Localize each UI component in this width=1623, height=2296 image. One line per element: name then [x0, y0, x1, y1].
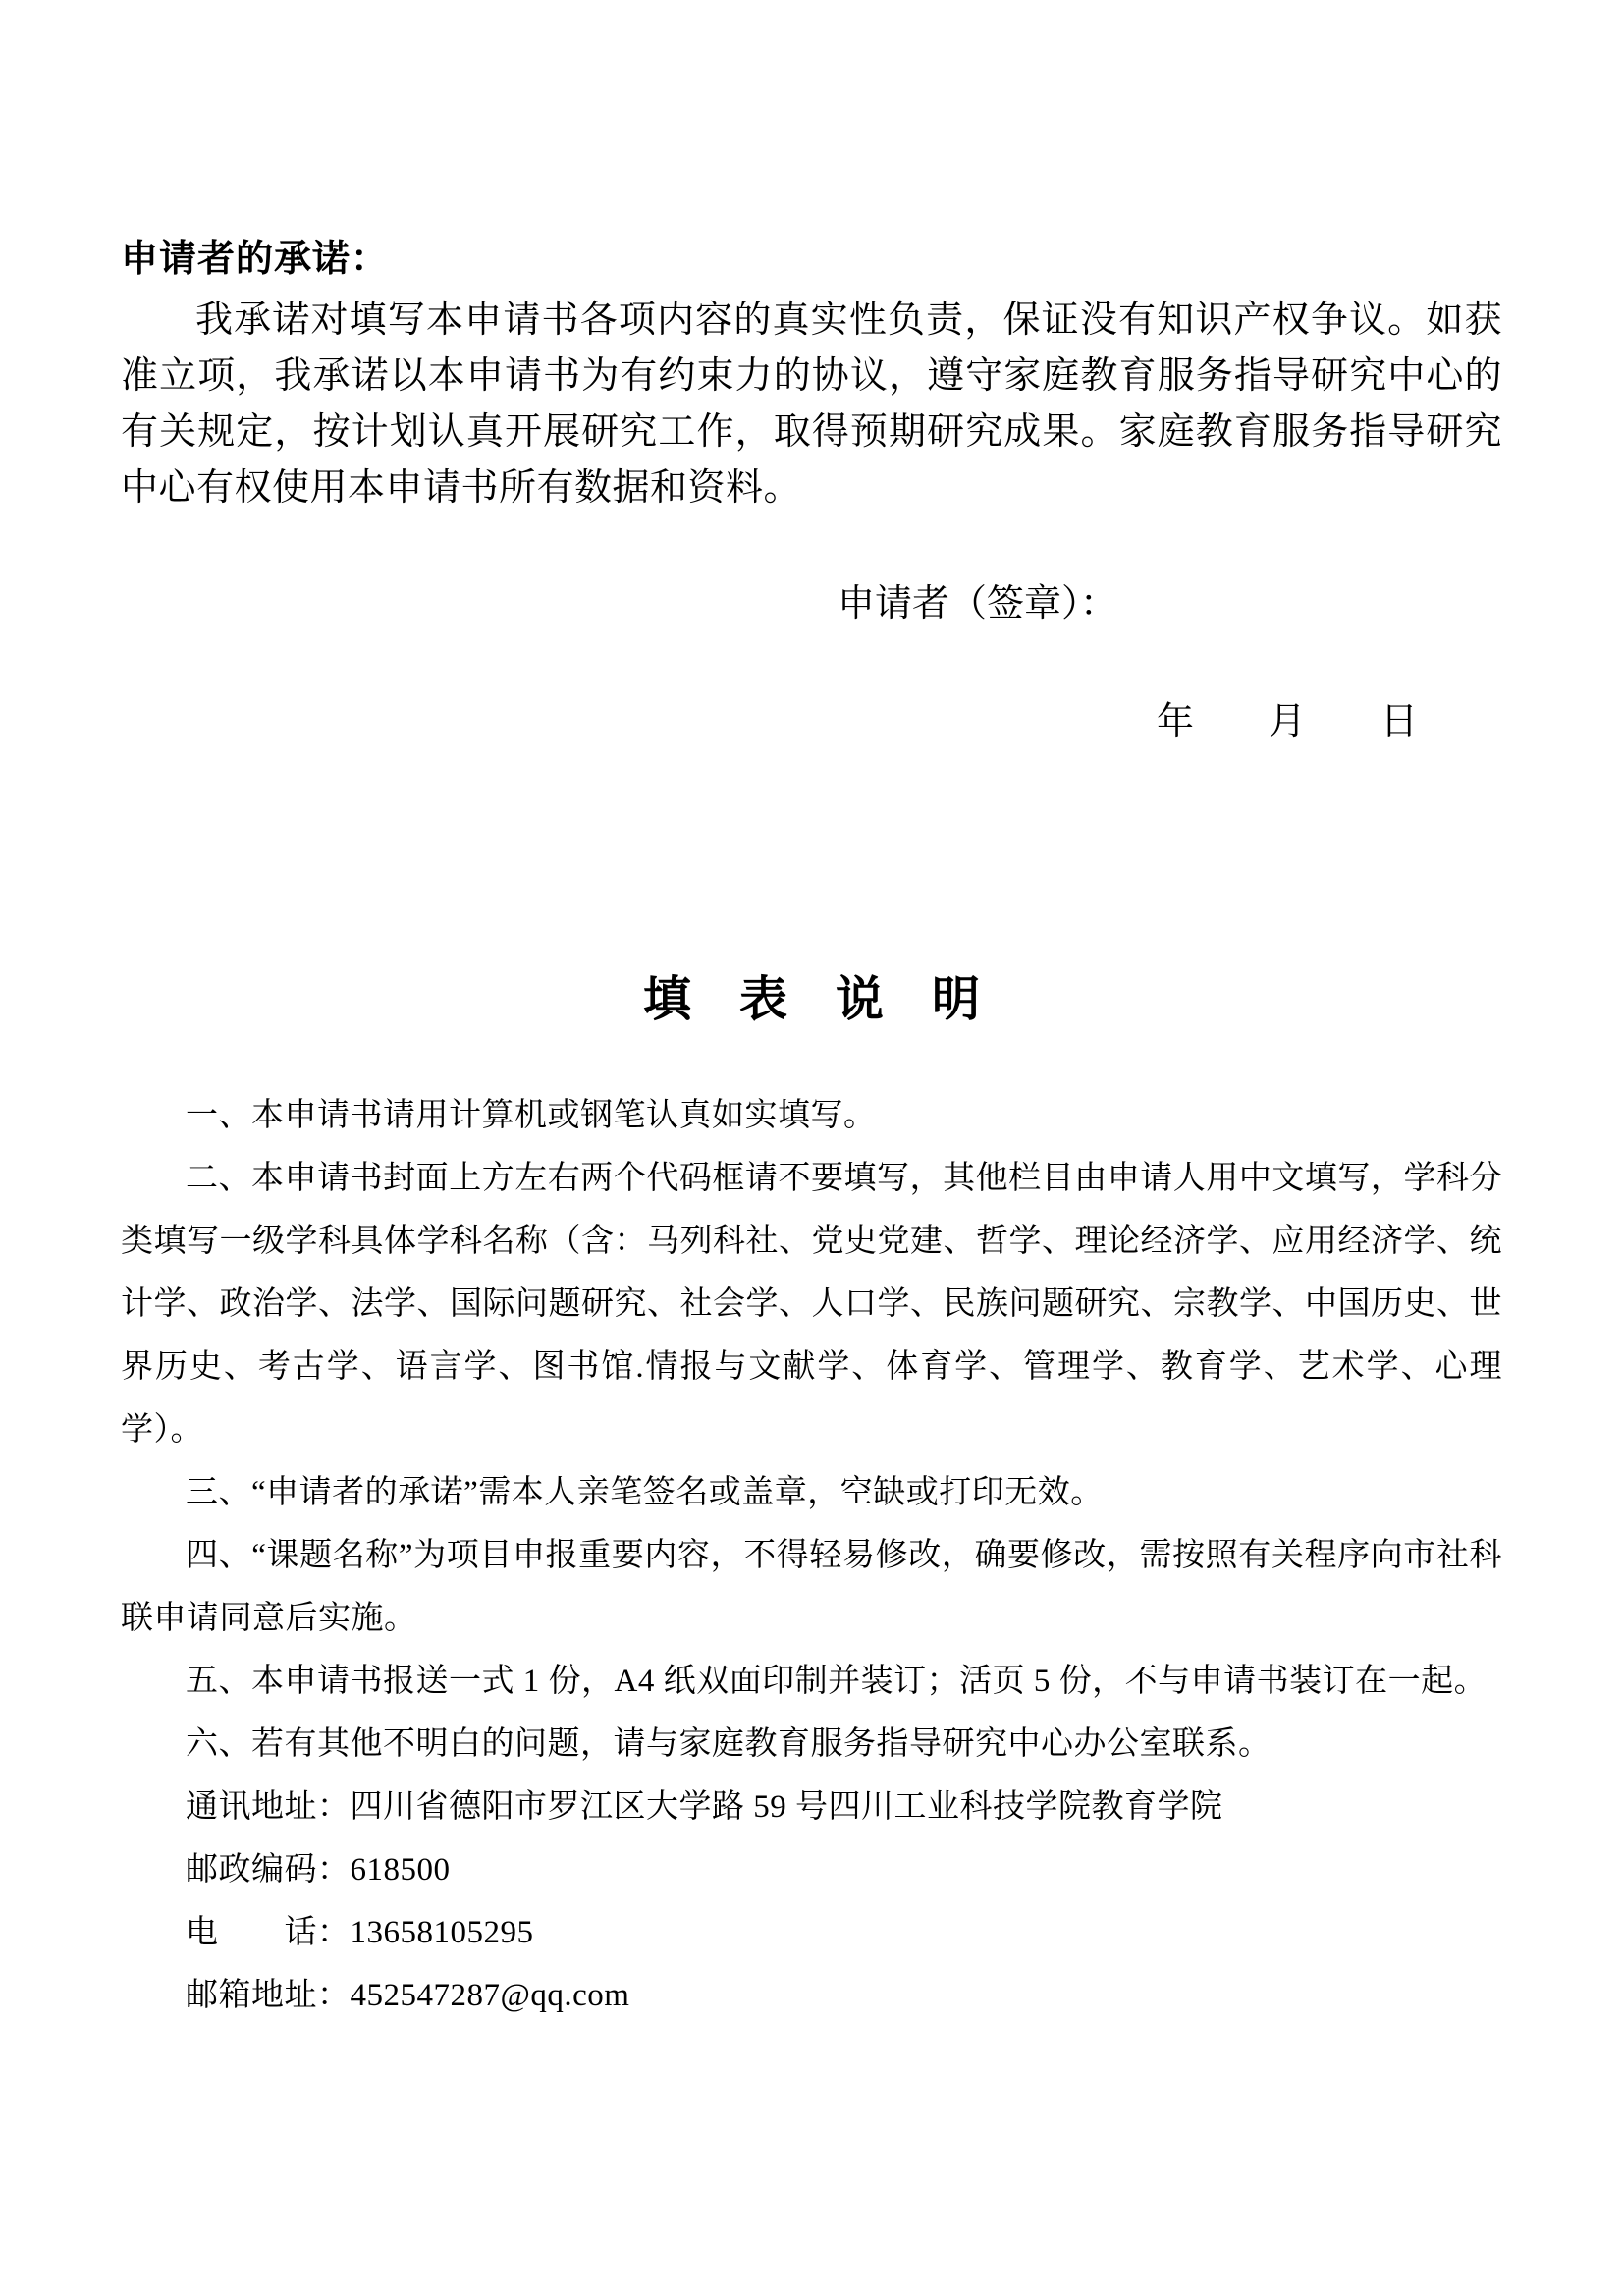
contact-email-value: 452547287@qq.com: [350, 1978, 630, 2013]
contact-address-value: 四川省德阳市罗江区大学路 59 号四川工业科技学院教育学院: [350, 1789, 1223, 1825]
instruction-item-5: 五、本申请书报送一式 1 份，A4 纸双面印制并装订；活页 5 份，不与申请书装订在一起。: [186, 1664, 1488, 1699]
contact-postcode-value: 618500: [350, 1852, 451, 1887]
form-instructions-title: 填 表 说 明: [642, 973, 980, 1026]
commitment-body-paragraph: 我承诺对填写本申请书各项内容的真实性负责，保证没有知识产权争议。如获准立项，我承诺以本申请书为有约束力的协议，遵守家庭教育服务指导研究中心的有关规定，按计划认真开展研究工作，取得预期研究成果。家庭教育服务指导研究中心有权使用本申请书所有数据和资料。: [121, 300, 1502, 509]
instruction-item-2: 二、本申请书封面上方左右两个代码框请不要填写，其他栏目由申请人用中文填写，学科分类填写一级学科具体学科名称（含：马列科社、党史党建、哲学、理论经济学、应用经济学、统计学、政治学、法学、国际问题研究、社会学、人口学、民族问题研究、宗教学、中国历史、世界历史、考古学、语言学、图书馆.情报与文献学、体育学、管理学、教育学、艺术学、心理学）。: [121, 1161, 1502, 1448]
commitment-heading: 申请者的承诺：: [121, 239, 390, 280]
contact-email-label: 邮箱地址：: [186, 1978, 351, 2013]
instruction-item-1: 一、本申请书请用计算机或钢笔认真如实填写。: [186, 1098, 877, 1133]
date-year-month-day-line: 年 月 日: [1157, 701, 1419, 742]
contact-line-phone: [121, 1901, 1502, 1964]
contact-line-address: [121, 1776, 1502, 1838]
contact-phone-value: 13658105295: [350, 1915, 534, 1950]
contact-line-email: [121, 1964, 1502, 2027]
contact-address-label: 通讯地址：: [186, 1789, 351, 1825]
contact-phone-label: 电 话：: [186, 1915, 351, 1950]
contact-postcode-label: 邮政编码：: [186, 1852, 351, 1887]
applicant-signature-label: 申请者（签章）：: [838, 583, 1118, 625]
instructions-section: [121, 1084, 1502, 2027]
instruction-item-3: 三、“申请者的承诺”需本人亲笔签名或盖章，空缺或打印无效。: [186, 1475, 1104, 1510]
contact-line-postcode: [121, 1838, 1502, 1901]
instruction-item-4: 四、“课题名称”为项目申报重要内容，不得轻易修改，确要修改，需按照有关程序向市社科联申请同意后实施。: [121, 1538, 1502, 1636]
commitment-section: [121, 234, 1502, 744]
instruction-item-6: 六、若有其他不明白的问题，请与家庭教育服务指导研究中心办公室联系。: [186, 1726, 1271, 1762]
